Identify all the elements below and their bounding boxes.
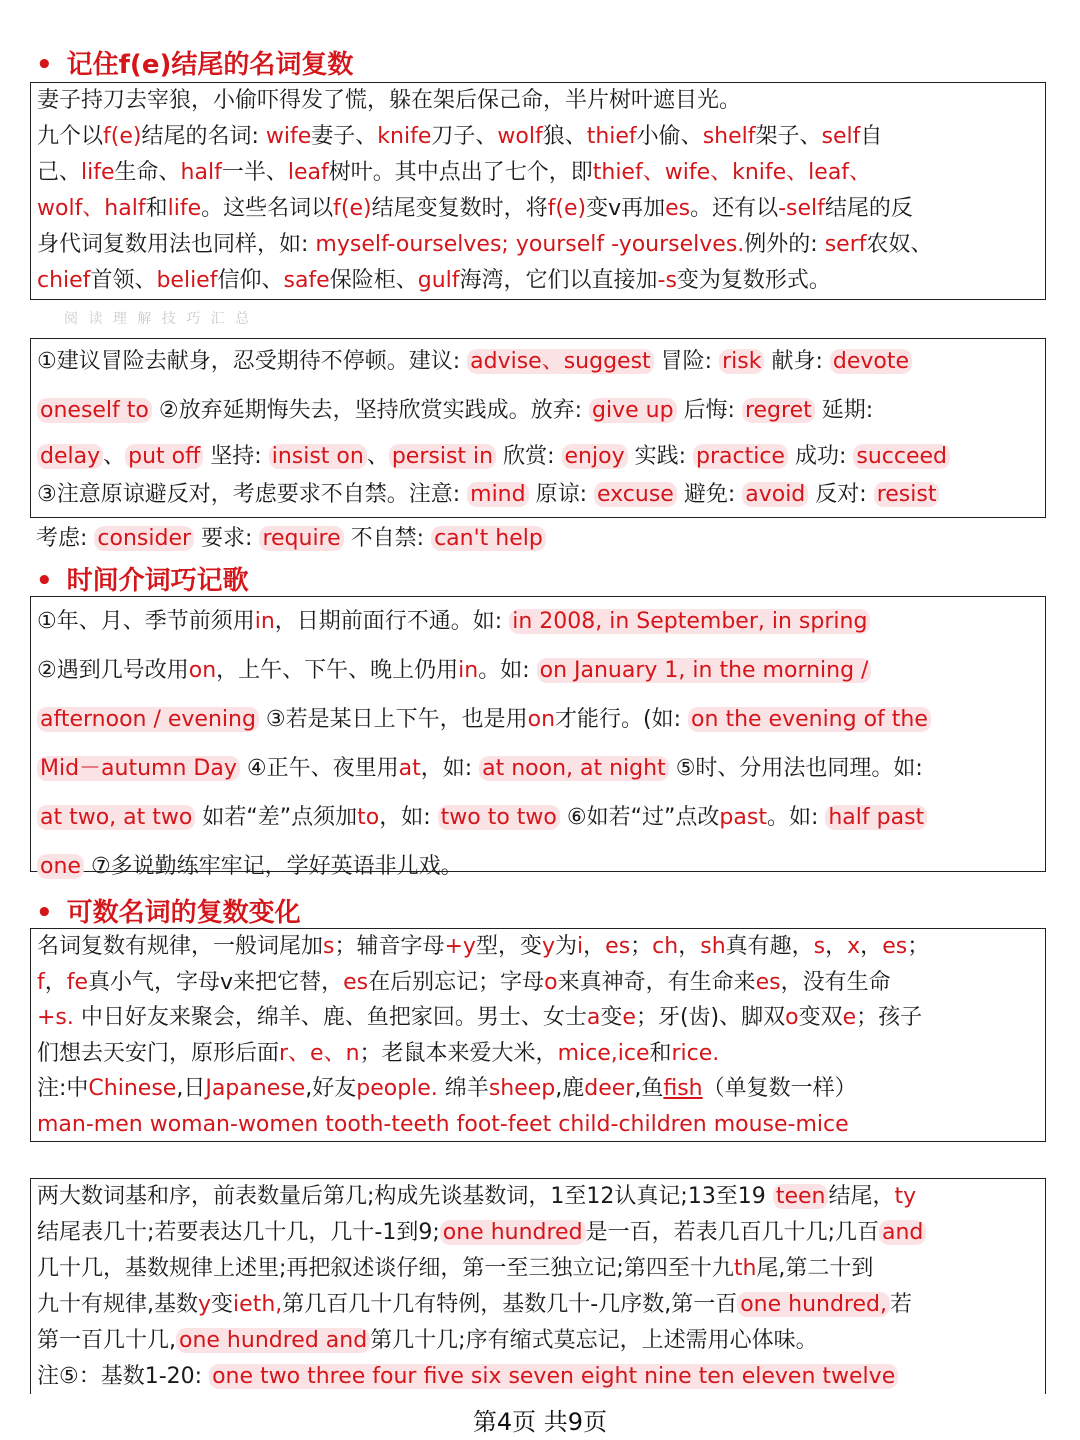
text-segment: 如若“差”点须加 [195, 805, 358, 830]
text-segment: 、 [366, 444, 389, 469]
rhyme-line: 妻子持刀去宰狼，小偷吓得发了慌，躲在架后保己命，半片树叶遮目光。 [37, 88, 742, 113]
text-line [31, 477, 1045, 513]
text-segment: 生命、 [114, 160, 181, 185]
text-segment: 注⑤：基数1-20: [37, 1364, 210, 1389]
text-segment: 变双 [798, 1005, 843, 1030]
text-line [31, 842, 1045, 891]
highlighted-term: e [622, 1005, 636, 1030]
marked-term: persist in [389, 444, 496, 469]
text-segment: 九十有规律,基数 [37, 1292, 198, 1317]
text-segment: ，如: [379, 805, 438, 830]
marked-term: oneself to [37, 398, 152, 423]
highlighted-term: a [586, 1005, 601, 1030]
faded-heading: 阅 读 理 解 技 巧 汇 总 [64, 311, 253, 327]
highlighted-term: in [458, 658, 479, 683]
text-segment: 第一百几十几, [37, 1328, 176, 1353]
marked-term: practice [693, 444, 788, 469]
text-segment: ①建议冒险去献身，忍受期待不停顿。建议: [37, 349, 468, 374]
text-line [31, 1251, 1045, 1287]
text-segment: 。如: [766, 805, 826, 830]
section-title: 记住f(e)结尾的名词复数 [66, 50, 354, 80]
text-segment: 来真神奇，有生命来 [557, 969, 756, 995]
marked-term: one hundred and [176, 1328, 370, 1353]
fe-nouns-box [30, 82, 1046, 300]
text-line [31, 744, 1045, 793]
marked-term: one [37, 854, 84, 879]
marked-term: one two three four five six seven eight nine ten eleven twelve [209, 1364, 898, 1389]
text-line [31, 437, 1045, 477]
highlighted-term: +y [444, 934, 476, 959]
text-segment: 保险柜、 [329, 268, 418, 293]
text-segment: 后悔: [676, 398, 742, 423]
highlighted-term: es [343, 969, 369, 995]
highlighted-term: f(e) [547, 196, 587, 221]
marked-term: at two, at two [37, 805, 195, 830]
text-line [31, 155, 1045, 191]
highlighted-term: y [541, 934, 555, 959]
marked-term: teen [773, 1184, 829, 1209]
text-line [31, 227, 1045, 263]
marked-term: require [259, 526, 343, 551]
text-segment: 反对: [808, 482, 874, 507]
highlighted-term: sh [700, 934, 726, 959]
text-segment: ，如: [420, 756, 480, 781]
highlighted-term: i [577, 934, 584, 959]
text-line [31, 119, 1045, 155]
text-segment: 为 [555, 934, 578, 959]
text-segment: 刀子、 [431, 124, 498, 149]
highlighted-term: s [323, 934, 335, 959]
text-line [31, 646, 1045, 695]
text-line [31, 1215, 1045, 1251]
highlighted-term: Chinese [88, 1076, 177, 1101]
text-line [31, 597, 1045, 646]
text-segment: 两大数词基和序，前表数量后第几;构成先谈基数词，1至12认真记;13至19 [37, 1184, 773, 1209]
text-segment: ；牙(齿)、脚双 [635, 1005, 786, 1030]
highlighted-term: to [357, 805, 380, 830]
text-segment: 延期: [814, 398, 874, 423]
text-segment: ⑦多说勤练牢牢记，学好英语非儿戏。 [83, 854, 463, 879]
marked-term: succeed [853, 444, 950, 469]
text-line [31, 793, 1045, 842]
highlighted-term: people. [356, 1076, 438, 1101]
section-heading-prepositions [36, 560, 249, 597]
marked-term: give up [589, 398, 677, 423]
marked-term: advise、suggest [467, 349, 654, 374]
text-segment: 欣赏: [496, 444, 562, 469]
text-segment: 自 [860, 124, 883, 149]
text-segment: 结尾， [828, 1184, 895, 1209]
highlighted-term: past [719, 805, 767, 830]
highlighted-term: half [180, 160, 222, 185]
text-segment: 在后别忘记；字母 [368, 969, 545, 995]
text-segment: ， [825, 934, 848, 959]
highlighted-term: Japanese [205, 1076, 306, 1101]
highlighted-term: on [527, 707, 556, 732]
text-segment: 小偷、 [636, 124, 703, 149]
text-line [31, 965, 1045, 1001]
highlighted-term: serf [824, 232, 867, 257]
text-segment: 第几十几;序有缩式莫忘记，上述需用心体味。 [370, 1328, 818, 1353]
text-segment: ，上午、下午、晚上仍用 [216, 658, 459, 683]
section-heading-countable-nouns [36, 892, 301, 929]
highlighted-term: es [665, 196, 691, 221]
text-segment: ③注意原谅避反对，考虑要求不自禁。注意: [37, 482, 468, 507]
highlighted-term: s [813, 934, 826, 959]
text-segment: 一半、 [221, 160, 288, 185]
highlighted-term: life [81, 160, 115, 185]
text-segment: 结尾变复数时，将 [371, 196, 548, 221]
text-segment: ；辅音字母 [334, 934, 445, 959]
highlighted-term: es [755, 969, 781, 995]
text-segment: 考虑: [36, 526, 95, 551]
text-segment: 树叶。其中点出了七个，即 [328, 160, 593, 185]
marked-term: at noon, at night [479, 756, 669, 781]
text-line [31, 1323, 1045, 1359]
highlighted-term: wolf、half [37, 196, 146, 221]
marked-term: on the evening of the [688, 707, 931, 732]
text-segment: 注:中 [37, 1076, 89, 1101]
text-segment: ， [678, 934, 701, 959]
highlighted-term: self [821, 124, 861, 149]
text-segment: 坚持: [203, 444, 269, 469]
highlighted-term: rice. [671, 1040, 720, 1066]
text-segment: 首领、 [90, 268, 157, 293]
marked-term: avoid [742, 482, 808, 507]
text-segment: 真有趣， [725, 934, 814, 959]
text-segment: 和 [145, 196, 168, 221]
highlighted-term: deer [584, 1076, 635, 1101]
text-segment: ,日 [176, 1076, 206, 1101]
highlighted-term: knife [377, 124, 432, 149]
text-segment: 。如: [478, 658, 537, 683]
highlighted-term: fe [66, 969, 89, 995]
marked-term: afternoon / evening [37, 707, 259, 732]
text-line [31, 1071, 1045, 1107]
text-segment: ①年、月、季节前须用 [37, 609, 255, 634]
text-line [31, 1179, 1045, 1215]
highlighted-term: f(e) [103, 124, 142, 149]
text-segment: ；孩子 [856, 1005, 923, 1030]
text-segment: ； [907, 934, 930, 959]
text-line [31, 339, 1045, 385]
marked-term: one hundred, [737, 1292, 890, 1317]
text-segment: 成功: [787, 444, 854, 469]
text-segment: 变为复数形式。 [676, 268, 831, 293]
text-segment: 绵羊 [437, 1076, 489, 1101]
text-segment: 实践: [627, 444, 693, 469]
text-segment: ②遇到几号改用 [37, 658, 189, 683]
text-segment: ,好友 [305, 1076, 357, 1101]
text-segment: 和 [649, 1040, 672, 1066]
marked-term: excuse [594, 482, 677, 507]
underlined-term: fish [663, 1076, 703, 1101]
highlighted-term: mice,ice [557, 1040, 650, 1066]
text-segment: 真小气，字母v来把它替， [88, 969, 344, 995]
text-segment: ③若是某日上下午，也是用 [258, 707, 528, 732]
text-segment: 海湾，它们以直接加 [459, 268, 658, 293]
text-segment: 架子、 [755, 124, 822, 149]
bullet: • [36, 566, 53, 596]
text-segment: ,鹿 [555, 1076, 585, 1101]
marked-term: two to two [438, 805, 560, 830]
text-line [31, 1036, 1045, 1072]
highlighted-term: wolf [497, 124, 543, 149]
plural-rules-box [30, 928, 1046, 1142]
text-segment: ， [583, 934, 606, 959]
text-segment: 信仰、 [217, 268, 284, 293]
section-title: 时间介词巧记歌 [66, 566, 249, 596]
page-number: 第4页 共9页 [472, 1408, 608, 1436]
highlighted-term: -s [657, 268, 677, 293]
highlighted-term: f [37, 969, 45, 995]
highlighted-term: myself-ourselves; yourself -yourselves. [315, 232, 745, 257]
text-line [31, 1287, 1045, 1323]
text-line [31, 191, 1045, 227]
text-segment: 狼、 [542, 124, 587, 149]
text-line [31, 388, 1045, 434]
marked-term: Mid－autumn Day [37, 756, 240, 781]
text-segment: 几十几，基数规律上述里;再把叙述谈仔细，第一至三独立记;第四至十九 [37, 1256, 734, 1281]
marked-term: delay [37, 444, 103, 469]
highlighted-term: +s. [37, 1005, 74, 1030]
text-segment: 结尾表几十;若要表达几十几，几十-1到9; [37, 1220, 440, 1245]
highlighted-term: leaf [287, 160, 329, 185]
section-heading-fe-nouns [36, 44, 353, 81]
text-segment: ，日期前面行不通。如: [274, 609, 510, 634]
text-segment: 名词复数有规律，一般词尾加 [37, 934, 324, 959]
highlighted-term: shelf [702, 124, 756, 149]
marked-term: regret [742, 398, 815, 423]
highlighted-term: ch [652, 934, 679, 959]
text-segment: 型，变 [475, 934, 542, 959]
numerals-box [30, 1178, 1046, 1394]
text-segment: 是一百，若表几百几十几;几百 [585, 1220, 879, 1245]
highlighted-term: gulf [417, 268, 460, 293]
highlighted-term: th [733, 1256, 757, 1281]
text-segment: ④正午、夜里用 [239, 756, 399, 781]
bullet: • [36, 898, 53, 928]
text-segment: 要求: [194, 526, 260, 551]
marked-term: put off [125, 444, 203, 469]
highlighted-term: safe [283, 268, 330, 293]
text-line [31, 263, 1045, 299]
text-segment: ， [860, 934, 883, 959]
highlighted-term: f(e) [333, 196, 372, 221]
highlighted-term: at [398, 756, 421, 781]
text-segment: ⑥如若“过”点改 [559, 805, 720, 830]
highlighted-term: es [882, 934, 908, 959]
text-line [31, 1359, 1045, 1395]
highlighted-term: wife [265, 124, 312, 149]
text-line [31, 1000, 1045, 1036]
text-segment: 。还有以 [690, 196, 779, 221]
text-segment: 结尾的反 [824, 196, 913, 221]
text-segment: 冒险: [653, 349, 720, 374]
marked-term: enjoy [562, 444, 628, 469]
highlighted-term: belief [156, 268, 218, 293]
marked-term: resist [874, 482, 940, 507]
marked-term: mind [467, 482, 528, 507]
highlighted-term: o [785, 1005, 799, 1030]
verb-gerund-box [30, 338, 1046, 518]
text-segment: 变v再加 [586, 196, 666, 221]
text-segment: 例外的: [744, 232, 825, 257]
marked-term: half past [825, 805, 927, 830]
text-segment: ,鱼 [634, 1076, 664, 1101]
highlighted-term: -self [778, 196, 825, 221]
marked-term: devote [830, 349, 912, 374]
highlighted-term: thief [586, 124, 637, 149]
highlighted-term: y [198, 1292, 212, 1317]
bullet: • [36, 50, 53, 80]
text-segment: 妻子、 [311, 124, 378, 149]
text-segment: 才能行。(如: [555, 707, 689, 732]
marked-term: insist on [269, 444, 367, 469]
text-segment: 献身: [764, 349, 830, 374]
text-segment: 避免: [676, 482, 743, 507]
text-segment: 尾,第二十到 [756, 1256, 874, 1281]
text-segment: 。这些名词以 [201, 196, 334, 221]
highlighted-term: in [254, 609, 275, 634]
highlighted-term: e [842, 1005, 857, 1030]
text-segment: ⑤时、分用法也同理。如: [668, 756, 923, 781]
text-segment: 变 [600, 1005, 623, 1030]
section-title: 可数名词的复数变化 [66, 898, 301, 928]
text-segment: 结尾的名词: [141, 124, 266, 149]
text-line [36, 522, 546, 556]
text-segment: 中日好友来聚会，绵羊、鹿、鱼把家回。男士、女士 [73, 1005, 587, 1030]
text-segment: ，没有生命 [780, 969, 891, 995]
marked-term: on January 1, in the morning / [537, 658, 872, 683]
marked-term: risk [719, 349, 764, 374]
marked-term: and [879, 1220, 926, 1245]
text-segment: 九个以 [37, 124, 104, 149]
highlighted-term: sheep [488, 1076, 556, 1101]
text-segment: 身代词复数用法也同样，如: [37, 232, 316, 257]
text-segment: 第几百几十几有特例，基数几十-几序数,第一百 [282, 1292, 738, 1317]
text-line [31, 929, 1045, 965]
text-segment: 们想去天安门，原形后面 [37, 1040, 280, 1066]
highlighted-term: on [188, 658, 217, 683]
text-segment: 变 [211, 1292, 234, 1317]
highlighted-term: life [167, 196, 202, 221]
marked-term: in 2008, in September, in spring [509, 609, 870, 634]
highlighted-term: es [605, 934, 631, 959]
highlighted-term: chief [37, 268, 91, 293]
text-line [31, 1107, 1045, 1143]
marked-term: can't help [431, 526, 546, 551]
text-segment: 不自禁: [343, 526, 432, 551]
highlighted-term: ty [894, 1184, 917, 1209]
text-segment: 原谅: [528, 482, 594, 507]
marked-term: consider [94, 526, 194, 551]
time-prepositions-box [30, 596, 1046, 879]
text-segment: （单复数一样） [702, 1076, 857, 1101]
highlighted-term: thief、wife、knife、leaf、 [592, 160, 872, 185]
highlighted-term: x [847, 934, 861, 959]
highlighted-term: r、e、n [279, 1040, 360, 1066]
text-segment: ， [44, 969, 67, 995]
text-line [31, 695, 1045, 744]
text-segment: 农奴、 [866, 232, 933, 257]
text-segment: ；老鼠本来爱大米， [359, 1040, 558, 1066]
text-segment: 己、 [37, 160, 82, 185]
text-segment: ②放弃延期悔失去，坚持欣赏实践成。放弃: [151, 398, 589, 423]
text-segment: 、 [103, 444, 126, 469]
highlighted-term: o [544, 969, 558, 995]
text-segment: 若 [889, 1292, 912, 1317]
highlighted-term: man-men woman-women tooth-teeth foot-feet child-children mouse-mice [37, 1111, 849, 1137]
highlighted-term: ieth, [233, 1292, 283, 1317]
text-segment: ； [630, 934, 653, 959]
marked-term: one hundred [440, 1220, 586, 1245]
